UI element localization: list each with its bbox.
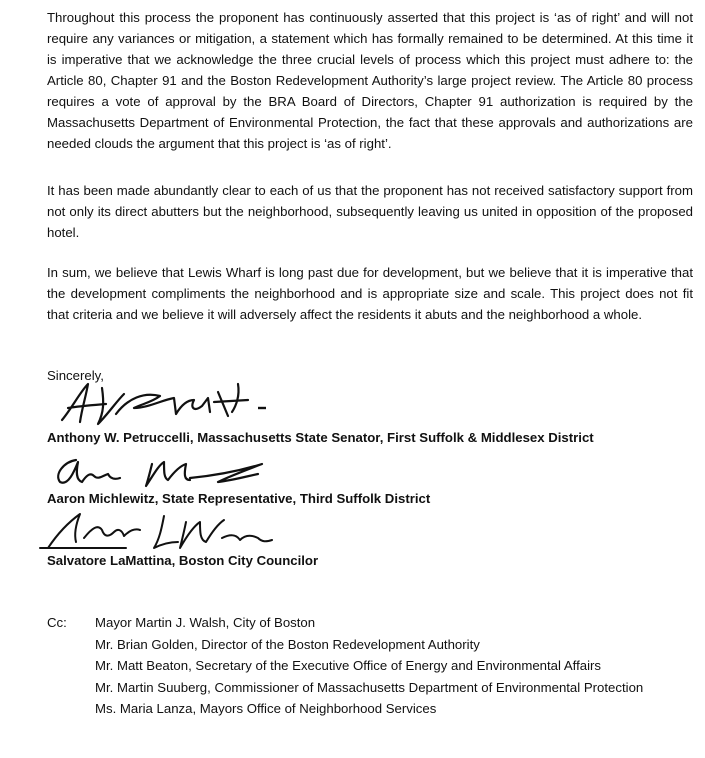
signatory-name-3: Salvatore LaMattina, Boston City Councilor xyxy=(47,553,319,568)
body-paragraph-1: Throughout this process the proponent has continuously asserted that this project is ‘as of right’ and will not require any variances or mitigation, a statement which has formally remained to be determined. At this time it is imperative that we acknowledge the three crucial levels of process which this project must adhere to: the Article 80, Chapter 91 and the Boston Redevelopment Authority’s large project review. The Article 80 process requires a vote of approval by the BRA Board of Directors, Chapter 91 authorization is required by the Massachusetts Department of Environmental Protection, the fact that these approvals and authorizations are needed clouds the argument that this project is ‘as of right’. xyxy=(47,10,693,151)
signature-michlewitz xyxy=(50,450,270,492)
cc-recipient: Ms. Maria Lanza, Mayors Office of Neighborhood Services xyxy=(95,701,437,716)
body-paragraph-2: It has been made abundantly clear to each of us that the proponent has not received satisfactory support from not only its direct abutters but the neighborhood, subsequently leaving us united in opposition of the proposed hotel. xyxy=(47,183,693,240)
signature-petruccelli xyxy=(58,378,268,428)
cc-recipient: Mayor Martin J. Walsh, City of Boston xyxy=(95,615,316,630)
cc-recipient: Mr. Matt Beaton, Secretary of the Executive Office of Energy and Environmental Affairs xyxy=(95,658,602,673)
cc-recipient-list xyxy=(95,612,643,720)
closing-salutation: Sincerely, xyxy=(47,368,104,383)
signature-lamattina xyxy=(36,508,276,556)
signatory-name-1: Anthony W. Petruccelli, Massachusetts State Senator, First Suffolk & Middlesex District xyxy=(47,430,594,445)
cc-label: Cc: xyxy=(47,615,67,630)
cc-recipient: Mr. Martin Suuberg, Commissioner of Massachusetts Department of Environmental Protection xyxy=(95,679,644,695)
signatory-name-2: Aaron Michlewitz, State Representative, Third Suffolk District xyxy=(47,491,431,506)
cc-recipient: Mr. Brian Golden, Director of the Boston Redevelopment Authority xyxy=(95,636,480,652)
body-paragraph-3: In sum, we believe that Lewis Wharf is long past due for development, but we believe that it is imperative that the development compliments the neighborhood and is appropriate size and scale. This project does not fit that criteria and we believe it will adversely affect the residents it abuts and the neighborhood a whole. xyxy=(47,265,693,322)
